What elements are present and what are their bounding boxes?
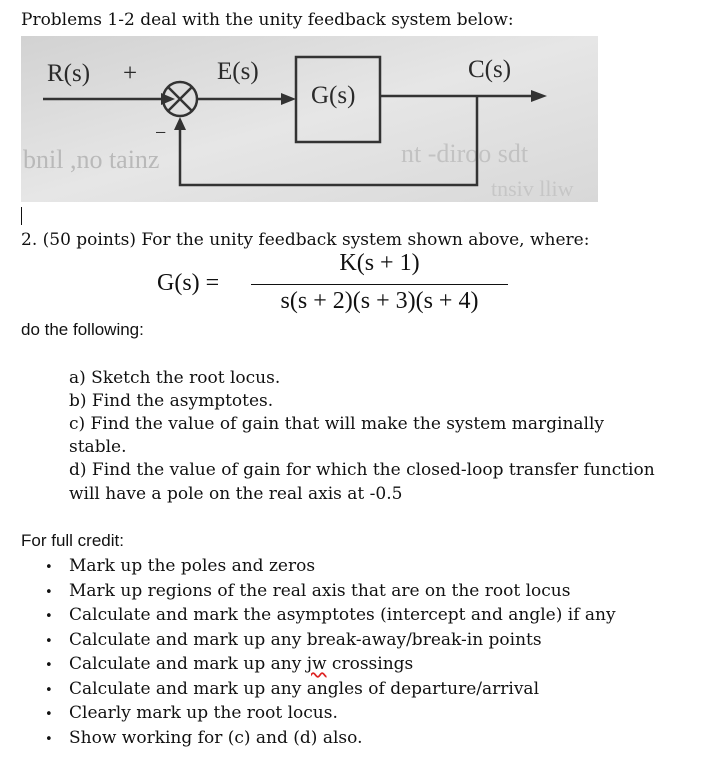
error-label: E(s) xyxy=(217,58,259,85)
credit-item-text: Mark up regions of the real axis that are on the root locus xyxy=(69,581,571,601)
output-label: C(s) xyxy=(468,56,512,83)
spellcheck-word: jw xyxy=(306,654,327,674)
feedback-minus-sign: − xyxy=(155,122,167,144)
fraction-bar xyxy=(251,284,508,285)
input-label: R(s) xyxy=(47,60,91,87)
credit-item xyxy=(45,703,338,723)
credit-item xyxy=(45,679,539,699)
bullet-icon: • xyxy=(45,658,53,673)
credit-item-text: Clearly mark up the root locus. xyxy=(69,703,338,723)
block-label: G(s) xyxy=(311,82,356,109)
credit-item xyxy=(45,581,570,601)
part-a: a) Sketch the root locus. xyxy=(69,368,281,388)
credit-item-suffix: crossings xyxy=(326,654,414,674)
intro-text: Problems 1-2 deal with the unity feedback system below: xyxy=(21,10,514,30)
bullet-icon: • xyxy=(45,609,53,624)
bleed-text-1: bnil ,no tainz xyxy=(23,145,160,174)
credit-item xyxy=(45,630,542,650)
credit-item-text: Calculate and mark up any angles of departure/arrival xyxy=(69,679,540,699)
part-c-line2: stable. xyxy=(69,437,127,457)
bullet-icon: • xyxy=(45,732,53,747)
part-c-line1: c) Find the value of gain that will make the system marginally xyxy=(69,414,605,434)
problem-header: 2. (50 points) For the unity feedback system shown above, where: xyxy=(21,230,590,250)
credit-item xyxy=(45,654,413,674)
bleed-text-3: tnsiv lliw xyxy=(491,176,574,201)
part-d-line1: d) Find the value of gain for which the closed-loop transfer function xyxy=(69,460,655,480)
bullet-icon: • xyxy=(45,683,53,698)
bullet-icon: • xyxy=(45,585,53,600)
bullet-icon: • xyxy=(45,707,53,722)
transfer-function-denominator: s(s + 2)(s + 3)(s + 4) xyxy=(280,288,479,314)
part-b: b) Find the asymptotes. xyxy=(69,391,274,411)
credit-item-text: Calculate and mark the asymptotes (intercept and angle) if any xyxy=(69,605,616,625)
credit-item-text: Show working for (c) and (d) also. xyxy=(69,728,363,748)
bleed-text-2: nt -diroo sdt xyxy=(401,139,529,168)
credit-item xyxy=(45,605,616,625)
transfer-function-numerator: K(s + 1) xyxy=(339,250,420,276)
sum-plus-sign: + xyxy=(123,60,138,87)
transfer-function-lhs: G(s) = xyxy=(157,270,220,296)
bullet-icon: • xyxy=(45,560,53,575)
bullet-icon: • xyxy=(45,634,53,649)
credit-item-text: Mark up the poles and zeros xyxy=(69,556,316,576)
instruction-text: do the following: xyxy=(21,320,144,339)
block-diagram-photo xyxy=(21,36,598,202)
credit-item-text: Calculate and mark up any xyxy=(69,654,307,674)
credit-item-text: Calculate and mark up any break-away/break-in points xyxy=(69,630,542,650)
part-d-line2: will have a pole on the real axis at -0.5 xyxy=(69,484,403,504)
credit-header: For full credit: xyxy=(21,531,124,550)
credit-item xyxy=(45,728,362,748)
credit-item xyxy=(45,556,315,576)
block-diagram xyxy=(21,36,598,202)
text-cursor xyxy=(21,207,22,225)
